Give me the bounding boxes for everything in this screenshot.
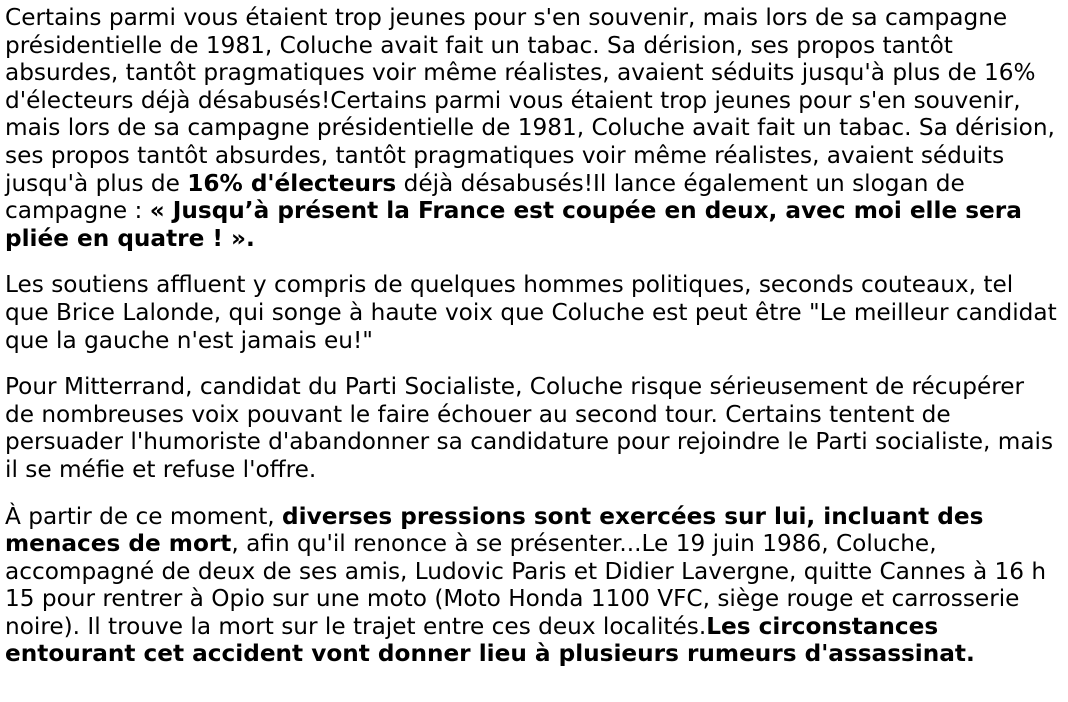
paragraph-supporters	[5, 271, 1060, 354]
highlight-voter-share: 16% d'électeurs	[187, 169, 397, 197]
highlight-pressures: diverses pressions sont exercées sur lui, incluant des menaces de mort	[5, 502, 984, 558]
highlight-rumours: Les circonstances entourant cet accident vont donner lieu à plusieurs rumeurs d'assassinat.	[5, 612, 975, 668]
paragraph-text: À partir de ce moment,	[5, 502, 283, 530]
paragraph-mitterrand	[5, 373, 1060, 483]
paragraph-campaign	[5, 4, 1060, 252]
paragraph-text: Les soutiens affluent y compris de quelques hommes politiques, seconds couteaux, tel que Brice Lalonde, qui songe à haute voix que Coluche est peut être "Le meilleur candidat que la gauche n'est jamais eu!"	[5, 271, 1057, 354]
paragraph-text: déjà désabusés!Il lance également un slogan de campagne :	[5, 169, 965, 225]
paragraph-text: Certains parmi vous étaient trop jeunes pour s'en souvenir, mais lors de sa campagne présidentielle de 1981, Coluche avait fait un tabac. Sa dérision, ses propos tantôt absurdes, tantôt pragmatiques voir même réalistes, avaient séduits jusqu'à plus de 16% d'électeurs déjà désabusés!Certains parmi vous étaient trop jeunes pour s'en souvenir, mais lors de sa campagne présidentielle de 1981, Coluche avait fait un tabac. Sa dérision, ses propos tantôt absurdes, tantôt pragmatiques voir même réalistes, avaient séduits jusqu'à plus de	[5, 4, 1055, 197]
highlight-slogan: « Jusqu’à présent la France est coupée en deux, avec moi elle sera pliée en quatre ! ».	[5, 197, 1022, 252]
paragraph-text: , afin qu'il renonce à se présenter...Le 19 juin 1986, Coluche, accompagné de deux de ses amis, Ludovic Paris et Didier Lavergne, quitte Cannes à 16 h 15 pour rentrer à Opio sur une moto (Moto Honda 1100 VFC, siège rouge et carrosserie noire). Il trouve la mort sur le trajet entre ces deux localités.	[5, 530, 1047, 640]
paragraph-text: Pour Mitterrand, candidat du Parti Socialiste, Coluche risque sérieusement de récupérer de nombreuses voix pouvant le faire échouer au second tour. Certains tentent de persuader l'humoriste d'abandonner sa candidature pour rejoindre le Parti socialiste, mais il se méfie et refuse l'offre.	[5, 373, 1054, 483]
paragraph-death	[5, 503, 1060, 669]
